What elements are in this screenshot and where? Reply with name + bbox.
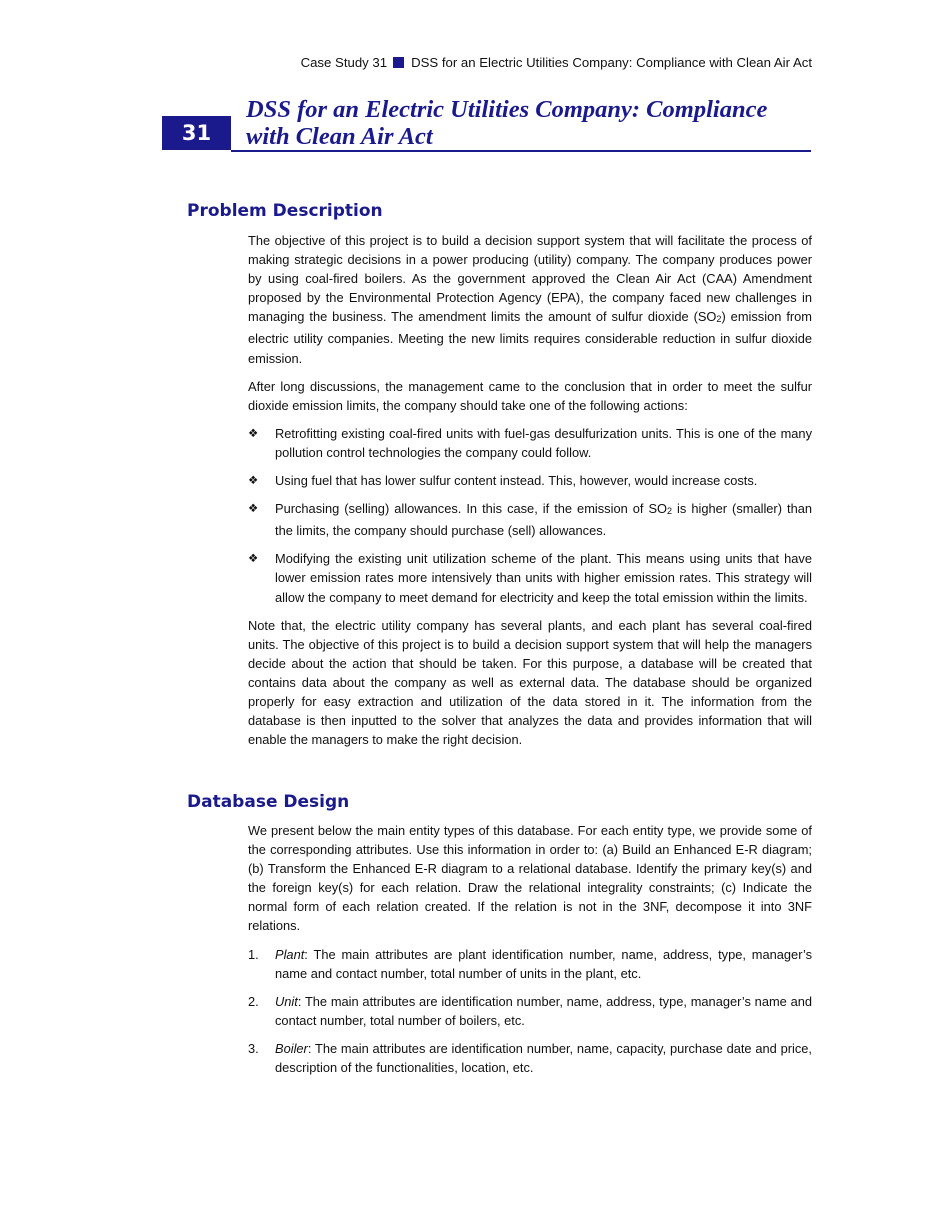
database-design-body <box>248 821 812 1086</box>
chapter-number-badge: 31 <box>162 116 231 150</box>
case-study-label: Case Study 31 <box>300 55 388 70</box>
entity-list <box>248 945 812 1078</box>
problem-paragraph-2: After long discussions, the management came to the conclusion that in order to meet the sulfur dioxide emission limits, the company should take one of the following actions: <box>248 378 812 413</box>
list-item: ❖ Retrofitting existing coal-fired units with fuel-gas desulfurization units. This is one of the many pollution control technologies the company could follow. <box>248 425 812 460</box>
chapter-title-line-2: with Clean Air Act <box>246 123 433 150</box>
list-item: ❖ Modifying the existing unit utilization scheme of the plant. This means using units that have lower emission rates more intensively than units with higher emission rates. This strategy will allow the company to meet demand for electricity and keep the total emission within the limits. <box>248 551 812 605</box>
database-paragraph-1: We present below the main entity types of this database. For each entity type, we provide some of the corresponding attributes. Use this information in order to: (a) Build an Enhanced E-R diagram; (b) Transform the Enhanced E-R diagram to a relational database. Identify the primary key(s) and the foreign key(s) for each relation. Draw the relational integrality constraints; (c) Indicate the normal form of each relation created. If the relation is not in the 3NF, decompose it into 3NF relations. <box>248 823 812 934</box>
list-item: 3. Boiler: The main attributes are identification number, name, capacity, purchase date and price, description of the functionalities, location, etc. <box>248 1040 812 1076</box>
list-item: 1. Plant: The main attributes are plant identification number, name, address, type, manager’s name and contact number, total number of units in the plant, etc. <box>248 946 812 981</box>
list-item: ❖ Purchasing (selling) allowances. In this case, if the emission of $SO_2$ is higher (smaller) than the limits, the company should purchase (sell) allowances. <box>248 501 812 539</box>
action-list <box>248 424 812 607</box>
chapter-title-rule <box>231 150 811 152</box>
chapter-title-line-1: DSS for an Electric Utilities Company: Compliance <box>246 96 768 123</box>
running-header <box>250 54 812 72</box>
list-item: 2. Unit: The main attributes are identification number, name, address, type, manager’s name and contact number, total number of boilers, etc. <box>248 993 812 1028</box>
diamond-bullet-icon: ❖ <box>248 473 259 488</box>
diamond-bullet-icon: ❖ <box>248 551 259 566</box>
diamond-bullet-icon: ❖ <box>248 425 259 440</box>
square-bullet-icon <box>393 57 404 68</box>
problem-description-body <box>248 231 812 758</box>
running-title: DSS for an Electric Utilities Company: Compliance with Clean Air Act <box>411 55 812 70</box>
list-item: ❖ Using fuel that has lower sulfur content instead. This, however, would increase costs. <box>248 471 812 490</box>
database-design-heading: Database Design <box>187 792 350 812</box>
problem-description-heading: Problem Description <box>187 201 383 221</box>
diamond-bullet-icon: ❖ <box>248 501 259 516</box>
chapter-title <box>246 96 816 150</box>
problem-paragraph-3: Note that, the electric utility company has several plants, and each plant has several coal-fired units. The objective of this project is to build a decision support system that will help the managers decide about the action that should be taken. For this purpose, a database will be created that contains data about the company as well as external data. The database should be organized properly for easy extraction and utilization of the data stored in it. The information from the database is then inputted to the solver that analyzes the data and provides information that will enable the managers to make the right decision. <box>248 617 812 748</box>
problem-paragraph-1: The objective of this project is to build a decision support system that will facilitate the process of making strategic decisions in a power producing (utility) company. The company produces power by using coal-fired boilers. As the government approved the Clean Air Act (CAA) Amendment proposed by the Environmental Protection Agency (EPA), the company faced new challenges in managing the business. The amendment limits the amount of sulfur dioxide $(SO_2)$ emission from electric utility companies. Meeting the new limits requires considerable reduction in sulfur dioxide emission. <box>248 233 813 366</box>
